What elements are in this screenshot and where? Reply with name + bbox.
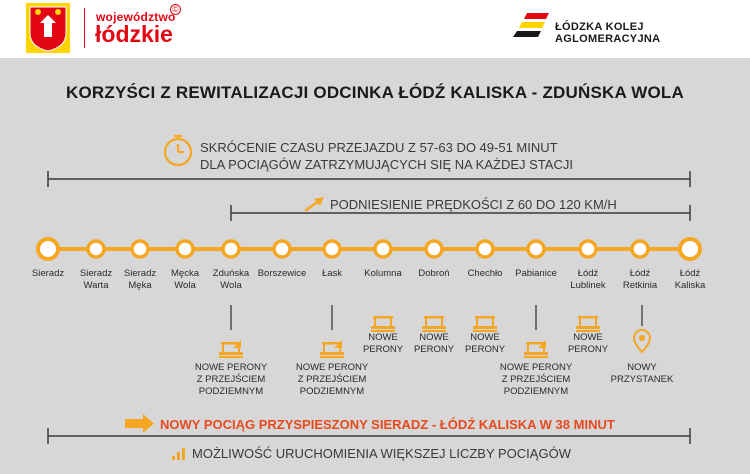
annotation-platforms-lublinek: NOWE PERONY (567, 332, 609, 355)
station-label: Łask (321, 268, 343, 279)
region-label-main: łódzkie (95, 21, 173, 47)
station-dot (88, 241, 104, 257)
station-label: Pabianice (515, 268, 557, 279)
station-label: Zduńska Wola (212, 268, 250, 291)
platform-icon (576, 316, 600, 332)
annotation-new-stop-retkinia: NOWY PRZYSTANEK (610, 362, 674, 385)
more-trains-benefit: MOŻLIWOŚĆ URUCHOMIENIA WIĘKSZEJ LICZBY POCIĄGÓW (192, 446, 571, 461)
station-dot (324, 241, 340, 257)
page-title: KORZYŚCI Z REWITALIZACJI ODCINKA ŁÓDŹ KALISKA - ZDUŃSKA WOLA (66, 83, 684, 102)
speed-benefit: PODNIESIENIE PRĘDKOŚCI Z 60 DO 120 KM/H (330, 197, 617, 212)
station-dot (528, 241, 544, 257)
operator-name: ŁÓDZKA KOLEJ AGLOMERACYJNA (555, 21, 661, 45)
station-dot (580, 241, 596, 257)
station-label: Sieradz (31, 268, 65, 279)
station-dot (177, 241, 193, 257)
station-dot (375, 241, 391, 257)
bar-chart-icon (172, 448, 185, 460)
station-label: Sieradz Męka (123, 268, 157, 291)
annotation-underpass-pabianice: NOWE PERONY Z PRZEJŚCIEM PODZIEMNYM (499, 362, 573, 397)
region-label-top: województwo (96, 10, 176, 24)
station-dot (426, 241, 442, 257)
time-benefit-line1: SKRÓCENIE CZASU PRZEJAZDU Z 57-63 DO 49-51 MINUT (200, 140, 558, 155)
new-train-benefit: NOWY POCIĄG PRZYSPIESZONY SIERADZ - ŁÓDŹ KALISKA W 38 MINUT (160, 417, 615, 432)
station-label: Łódź Lublinek (570, 268, 606, 291)
platform-underpass-icon (219, 340, 243, 358)
station-dot (632, 241, 648, 257)
station-label: Borszewice (257, 268, 307, 279)
station-dot (132, 241, 148, 257)
annotation-platforms-dobron: NOWE PERONY (413, 332, 455, 355)
time-benefit-line2: DLA POCIĄGÓW ZATRZYMUJĄCYCH SIĘ NA KAŻDEJ STACJI (200, 157, 573, 172)
time-range-bracket (48, 171, 690, 187)
station-label: Męcka Wola (171, 268, 199, 291)
platform-icon (473, 316, 497, 332)
station-label: Dobroń (418, 268, 450, 279)
annotation-platforms-chechlo: NOWE PERONY (464, 332, 506, 355)
station-label: Łódź Retkinia (622, 268, 658, 291)
platform-icon (422, 316, 446, 332)
station-dot (38, 239, 58, 259)
speed-arrow-icon (305, 197, 324, 211)
annotation-underpass-lask: NOWE PERONY Z PRZEJŚCIEM PODZIEMNYM (295, 362, 369, 397)
stopwatch-icon (165, 136, 191, 165)
annotation-platforms-kolumna: NOWE PERONY (362, 332, 404, 355)
station-dot (477, 241, 493, 257)
platform-icon (371, 316, 395, 332)
annotation-underpass-zdunska-wola: NOWE PERONY Z PRZEJŚCIEM PODZIEMNYM (194, 362, 268, 397)
station-label: Sieradz Warta (79, 268, 113, 291)
station-dot (680, 239, 700, 259)
new-train-arrow-icon (125, 414, 154, 433)
station-label: Kolumna (364, 268, 402, 279)
station-label: Chechło (467, 268, 503, 279)
station-dot (274, 241, 290, 257)
registered-mark: © (170, 4, 181, 15)
station-dot (223, 241, 239, 257)
station-label: Łódź Kaliska (674, 268, 706, 291)
